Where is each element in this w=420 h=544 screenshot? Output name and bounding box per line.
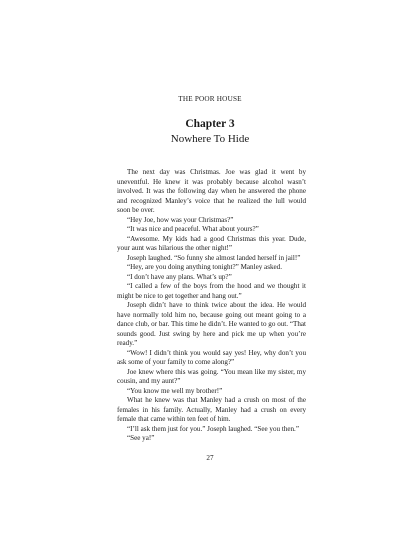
paragraph: The next day was Christmas. Joe was glad it went by uneventful. He knew it was probably because alcohol wasn’t involved. It was the following day when he answered the phone and recognized Manley’s voice that he realized the lull would soon be over. (117, 168, 306, 214)
paragraph: Joe knew where this was going. “You mean like my sister, my cousin, and my aunt?” (117, 367, 306, 385)
paragraph: “It was nice and peaceful. What about yours?” (127, 225, 259, 233)
paragraph: “See ya!” (127, 434, 155, 442)
paragraph: Joseph didn’t have to think twice about the idea. He would have normally told him no, because going out meant going to a dance club, or bar. This time he didn’t. He wanted to go out. “That sounds good. Just swing by here and pick me up when you’re ready.” (117, 301, 306, 347)
paragraph: Joseph laughed. “So funny she almost landed herself in jail!” (127, 253, 301, 262)
paragraph: “Wow! I didn’t think you would say yes! Hey, why don’t you ask some of your family to come along?” (117, 348, 306, 366)
chapter-number: Chapter 3 (185, 118, 235, 130)
chapter-title: Nowhere To Hide (170, 133, 250, 145)
paragraph: “Awesome. My kids had a good Christmas this year. Dude, your aunt was hilarious the other night!” (117, 234, 306, 252)
paragraph: “Hey Joe, how was your Christmas?” (127, 215, 234, 224)
paragraph: “You know me well my brother!” (127, 386, 223, 395)
page-number: 27 (206, 454, 214, 462)
paragraph: “I don’t have any plans. What’s up?” (127, 272, 232, 281)
paragraph: “I’ll ask them just for you.” Joseph laughed. “See you then.” (127, 424, 299, 433)
running-header: THE POOR HOUSE (178, 95, 242, 103)
body-text (117, 168, 306, 444)
paragraph: What he knew was that Manley had a crush on most of the females in his family. Actually, Manley had a crush on every female that came within ten feet of him. (117, 396, 306, 423)
paragraph: “I called a few of the boys from the hood and we thought it might be nice to get together and hang out.” (117, 282, 306, 300)
paragraph: “Hey, are you doing anything tonight?” Manley asked. (127, 263, 282, 271)
